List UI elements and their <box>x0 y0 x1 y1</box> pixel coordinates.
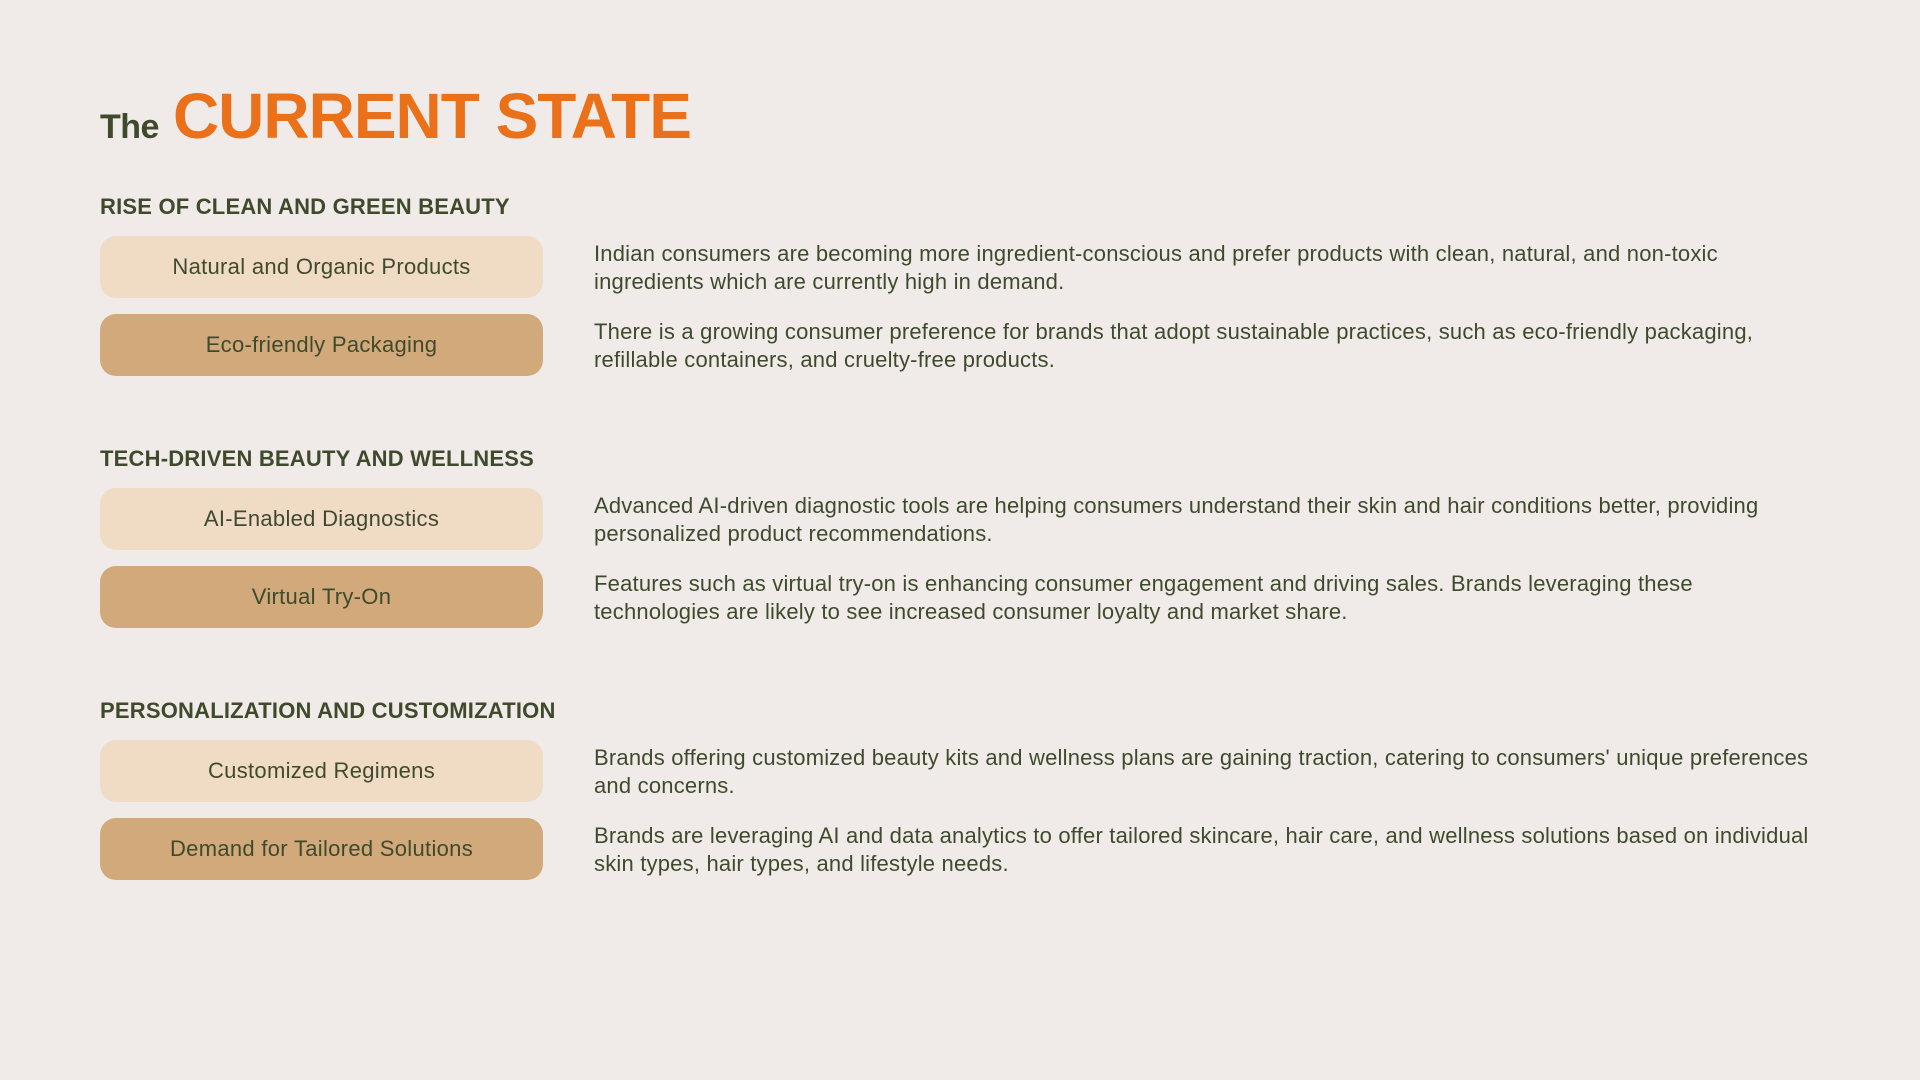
item-description: Advanced AI-driven diagnostic tools are helping consumers understand their skin and hair conditions better, providing personalized product recommendations. <box>594 493 1759 546</box>
list-item <box>100 488 1820 550</box>
list-item <box>100 740 1820 802</box>
item-label-pill: AI-Enabled Diagnostics <box>100 488 543 550</box>
section-clean-green-beauty <box>100 194 1820 376</box>
section-tech-driven-beauty <box>100 446 1820 628</box>
item-label-pill: Customized Regimens <box>100 740 543 802</box>
list-item <box>100 236 1820 298</box>
item-description: Brands offering customized beauty kits and wellness plans are gaining traction, catering to consumers' unique preferences and concerns. <box>594 745 1809 798</box>
item-description: Features such as virtual try-on is enhancing consumer engagement and driving sales. Brands leveraging these technologies are likely to see increased consumer loyalty and market share. <box>594 571 1693 624</box>
item-label-pill: Demand for Tailored Solutions <box>100 818 543 880</box>
section-heading: TECH-DRIVEN BEAUTY AND WELLNESS <box>100 446 534 471</box>
list-item <box>100 566 1820 628</box>
title-prefix: The <box>100 108 159 146</box>
list-item <box>100 818 1820 880</box>
item-description: Indian consumers are becoming more ingredient-conscious and prefer products with clean, natural, and non-toxic ingredients which are currently high in demand. <box>594 241 1718 294</box>
page-title <box>100 80 1820 152</box>
section-heading: RISE OF CLEAN AND GREEN BEAUTY <box>100 194 510 219</box>
title-main: CURRENT STATE <box>172 80 691 152</box>
item-label-pill: Eco-friendly Packaging <box>100 314 543 376</box>
item-description: Brands are leveraging AI and data analytics to offer tailored skincare, hair care, and wellness solutions based on individual skin types, hair types, and lifestyle needs. <box>594 823 1809 876</box>
item-label-pill: Natural and Organic Products <box>100 236 543 298</box>
list-item <box>100 314 1820 376</box>
section-personalization <box>100 698 1820 880</box>
section-heading: PERSONALIZATION AND CUSTOMIZATION <box>100 698 556 723</box>
item-description: There is a growing consumer preference for brands that adopt sustainable practices, such as eco-friendly packaging, refillable containers, and cruelty-free products. <box>594 319 1754 372</box>
item-label-pill: Virtual Try-On <box>100 566 543 628</box>
